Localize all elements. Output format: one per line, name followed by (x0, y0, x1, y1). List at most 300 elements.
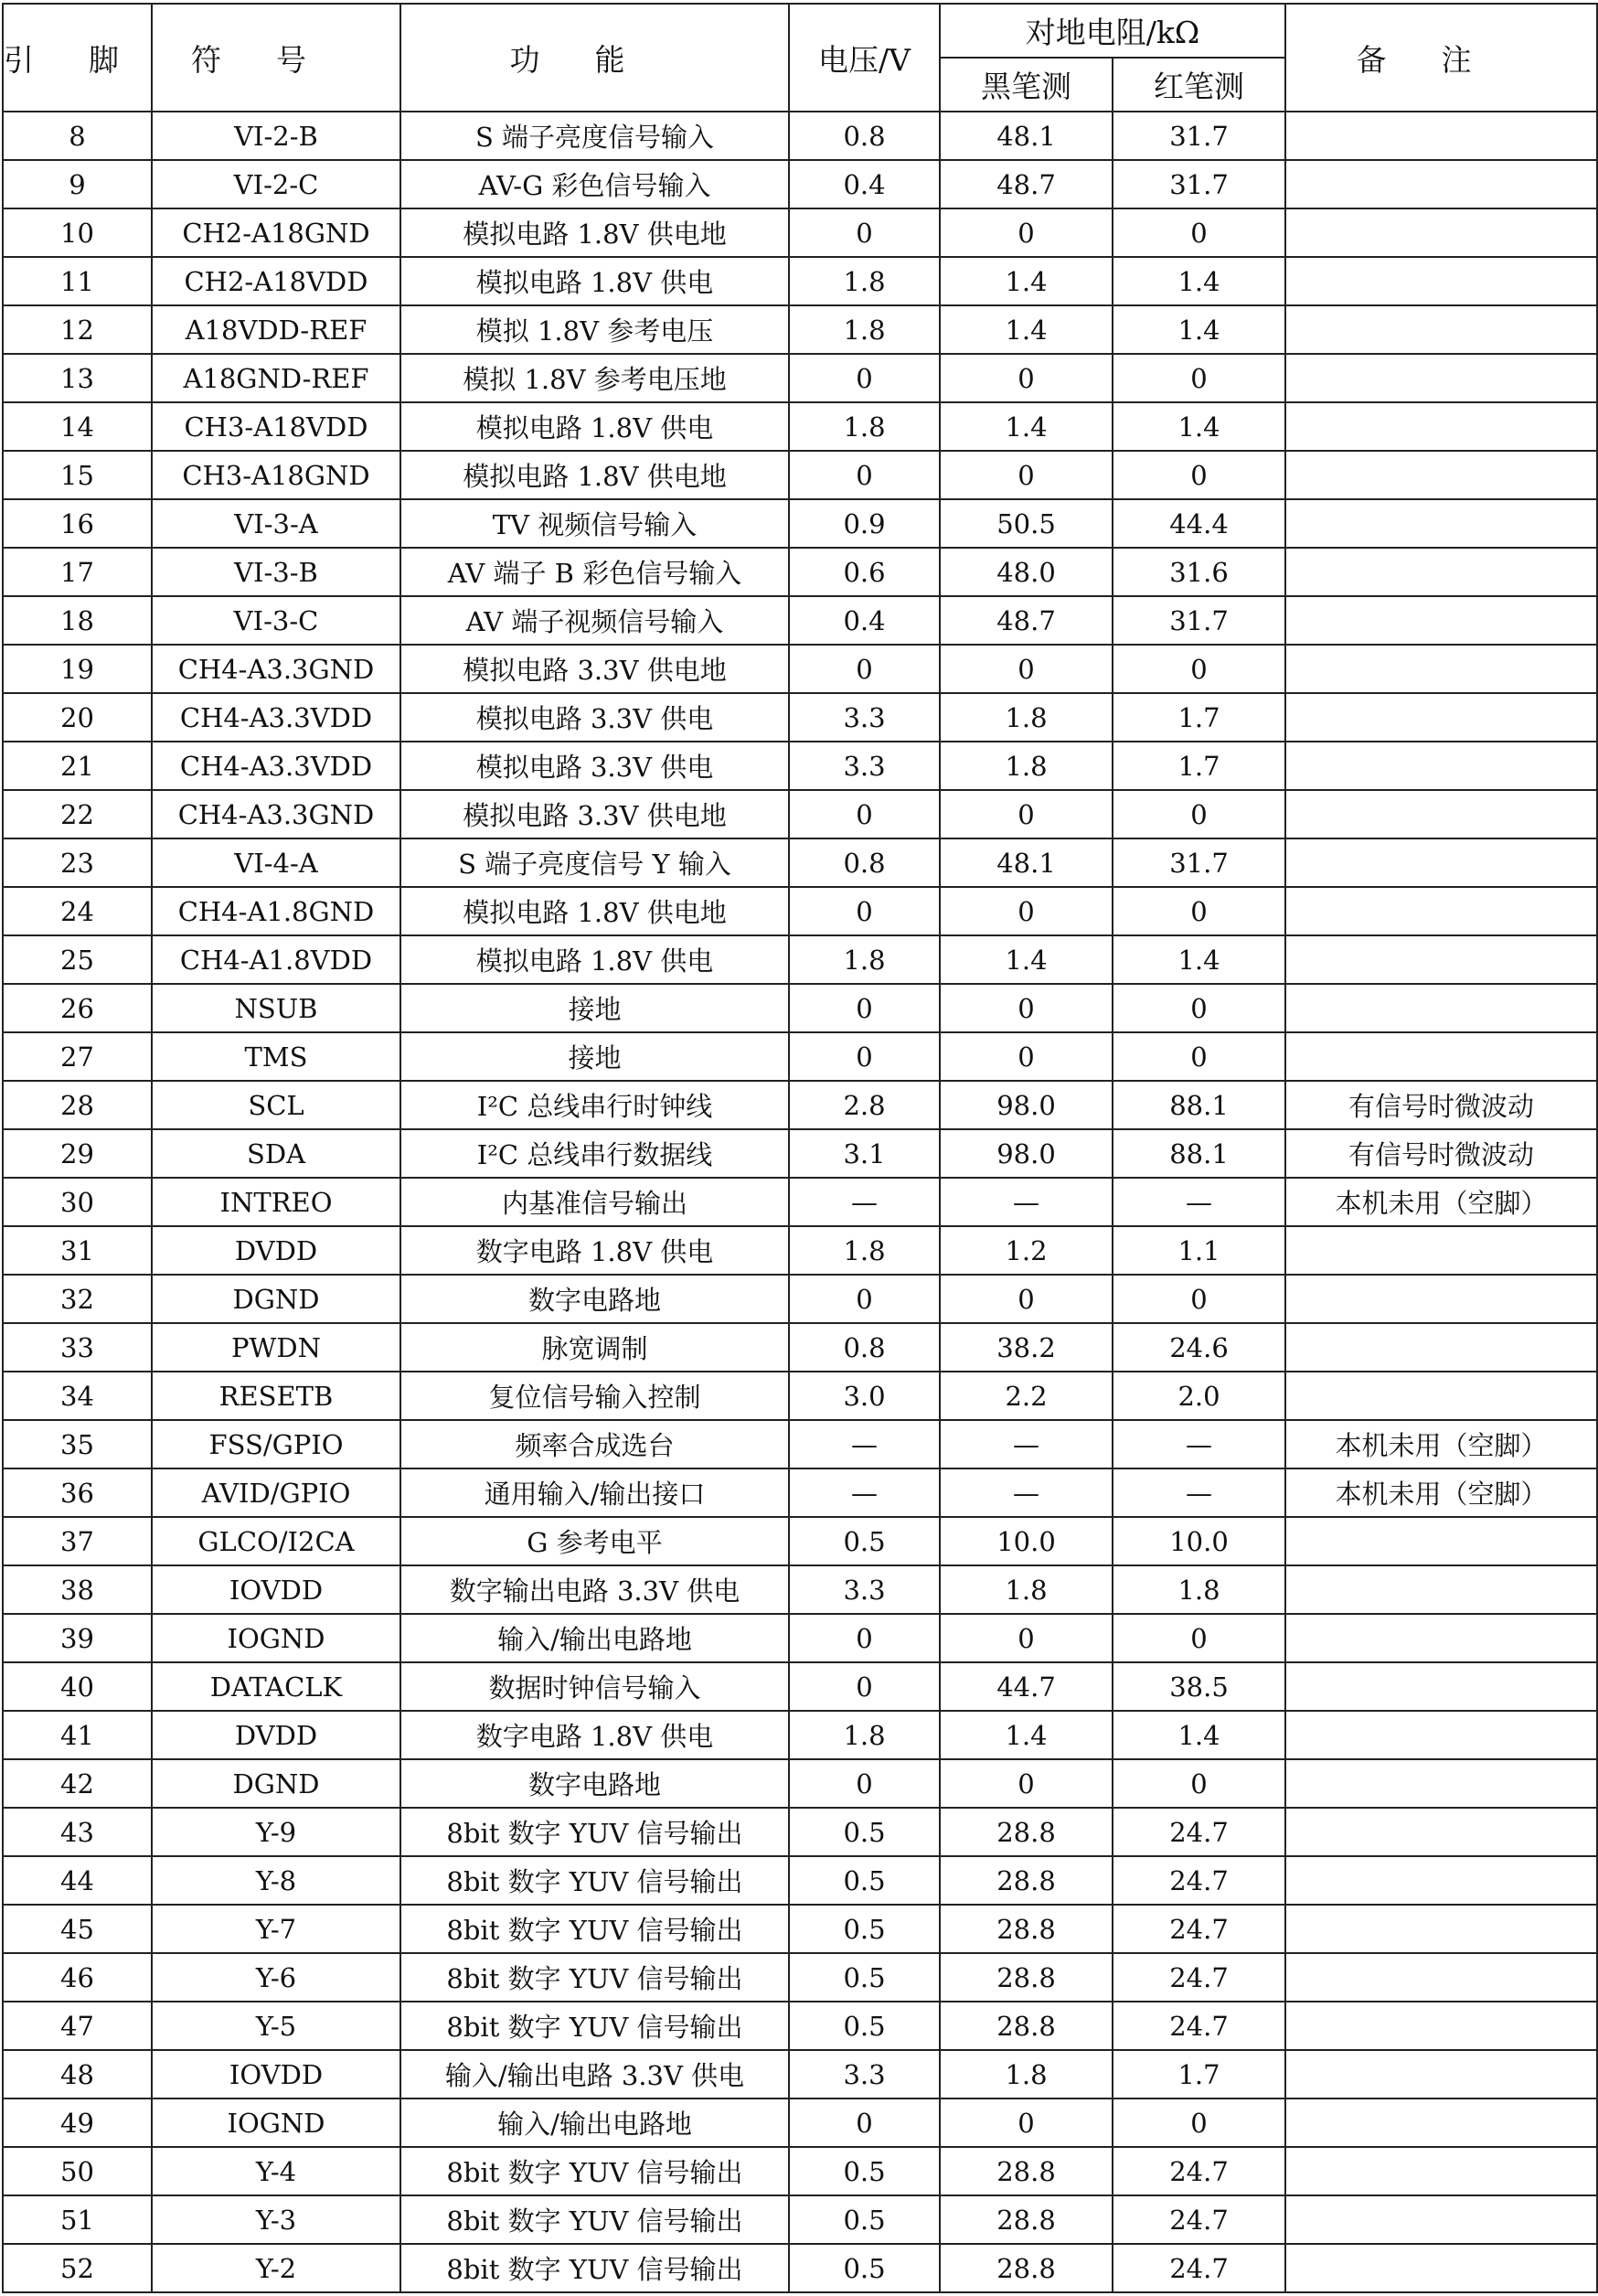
cell-function: 模拟电路 3.3V 供电 (400, 742, 789, 790)
cell-note (1285, 1662, 1597, 1711)
cell-red-probe: — (1113, 1468, 1285, 1517)
table-row (3, 451, 1597, 499)
cell-symbol: CH2-A18GND (152, 208, 400, 257)
table-row (3, 2147, 1597, 2195)
cell-symbol: DVDD (152, 1711, 400, 1759)
cell-black-probe: 0 (940, 208, 1113, 257)
table-row (3, 887, 1597, 935)
cell-voltage: 2.8 (789, 1081, 940, 1129)
cell-red-probe: 1.7 (1113, 2050, 1285, 2098)
cell-function: 模拟 1.8V 参考电压地 (400, 354, 789, 402)
cell-voltage: 0.5 (789, 1953, 940, 2002)
cell-pin: 24 (3, 887, 152, 935)
cell-note (1285, 2147, 1597, 2195)
cell-function: 模拟电路 1.8V 供电 (400, 935, 789, 984)
cell-black-probe: 28.8 (940, 1856, 1113, 1905)
cell-function: 频率合成选台 (400, 1420, 789, 1468)
cell-pin: 41 (3, 1711, 152, 1759)
cell-black-probe: 10.0 (940, 1517, 1113, 1565)
table-row (3, 790, 1597, 838)
cell-pin: 30 (3, 1178, 152, 1226)
cell-pin: 52 (3, 2244, 152, 2292)
cell-red-probe: — (1113, 1420, 1285, 1468)
cell-function: 模拟电路 1.8V 供电地 (400, 887, 789, 935)
table-body (3, 112, 1597, 2292)
cell-function: 模拟电路 1.8V 供电地 (400, 208, 789, 257)
cell-note (1285, 2195, 1597, 2244)
cell-voltage: 3.3 (789, 1565, 940, 1614)
table-row (3, 112, 1597, 160)
cell-pin: 36 (3, 1468, 152, 1517)
cell-voltage: 3.3 (789, 742, 940, 790)
cell-black-probe: 28.8 (940, 1905, 1113, 1953)
cell-pin: 34 (3, 1372, 152, 1420)
table-row (3, 1323, 1597, 1372)
cell-function: 模拟电路 3.3V 供电 (400, 693, 789, 742)
cell-black-probe: 48.1 (940, 838, 1113, 887)
cell-voltage: 1.8 (789, 935, 940, 984)
cell-symbol: PWDN (152, 1323, 400, 1372)
cell-function: G 参考电平 (400, 1517, 789, 1565)
cell-red-probe: 0 (1113, 887, 1285, 935)
cell-red-probe: 0 (1113, 1759, 1285, 1808)
cell-voltage: 0.4 (789, 160, 940, 208)
table-row (3, 742, 1597, 790)
cell-voltage: 0 (789, 790, 940, 838)
cell-red-probe: 44.4 (1113, 499, 1285, 548)
cell-note (1285, 499, 1597, 548)
table-row (3, 1129, 1597, 1178)
cell-red-probe: 1.4 (1113, 257, 1285, 305)
cell-symbol: Y-4 (152, 2147, 400, 2195)
cell-red-probe: 0 (1113, 1614, 1285, 1662)
cell-symbol: IOGND (152, 1614, 400, 1662)
cell-function: 8bit 数字 YUV 信号输出 (400, 2147, 789, 2195)
cell-function: AV 端子视频信号输入 (400, 596, 789, 645)
cell-red-probe: 31.7 (1113, 596, 1285, 645)
cell-note (1285, 596, 1597, 645)
cell-pin: 14 (3, 402, 152, 451)
cell-function: 脉宽调制 (400, 1323, 789, 1372)
cell-symbol: Y-3 (152, 2195, 400, 2244)
cell-voltage: 0 (789, 645, 940, 693)
cell-function: 数字电路地 (400, 1759, 789, 1808)
cell-pin: 25 (3, 935, 152, 984)
table-row (3, 2050, 1597, 2098)
cell-symbol: Y-7 (152, 1905, 400, 1953)
cell-function: 8bit 数字 YUV 信号输出 (400, 2244, 789, 2292)
cell-pin: 51 (3, 2195, 152, 2244)
table-row (3, 1372, 1597, 1420)
cell-black-probe: 28.8 (940, 2244, 1113, 2292)
cell-symbol: CH4-A1.8GND (152, 887, 400, 935)
cell-red-probe: 38.5 (1113, 1662, 1285, 1711)
cell-pin: 29 (3, 1129, 152, 1178)
cell-black-probe: 0 (940, 790, 1113, 838)
cell-black-probe: 1.4 (940, 305, 1113, 354)
cell-symbol: FSS/GPIO (152, 1420, 400, 1468)
cell-symbol: Y-5 (152, 2002, 400, 2050)
cell-note (1285, 1226, 1597, 1275)
cell-symbol: CH3-A18VDD (152, 402, 400, 451)
pin-voltage-table (2, 3, 1598, 2293)
cell-note (1285, 1905, 1597, 1953)
cell-symbol: SCL (152, 1081, 400, 1129)
cell-pin: 44 (3, 1856, 152, 1905)
cell-red-probe: 1.4 (1113, 1711, 1285, 1759)
cell-pin: 8 (3, 112, 152, 160)
header-voltage: 电压/V (789, 4, 940, 112)
cell-symbol: TMS (152, 1032, 400, 1081)
table-row (3, 1662, 1597, 1711)
cell-pin: 38 (3, 1565, 152, 1614)
cell-red-probe: 31.7 (1113, 112, 1285, 160)
cell-note (1285, 305, 1597, 354)
cell-voltage: 0.8 (789, 112, 940, 160)
cell-symbol: VI-2-B (152, 112, 400, 160)
cell-note (1285, 838, 1597, 887)
cell-pin: 11 (3, 257, 152, 305)
cell-note (1285, 1759, 1597, 1808)
cell-pin: 35 (3, 1420, 152, 1468)
table-row (3, 2002, 1597, 2050)
table-row (3, 693, 1597, 742)
cell-red-probe: 10.0 (1113, 1517, 1285, 1565)
cell-red-probe: 1.1 (1113, 1226, 1285, 1275)
cell-note (1285, 548, 1597, 596)
cell-red-probe: 24.6 (1113, 1323, 1285, 1372)
cell-symbol: DVDD (152, 1226, 400, 1275)
cell-function: 内基准信号输出 (400, 1178, 789, 1226)
cell-symbol: DGND (152, 1275, 400, 1323)
table-row (3, 548, 1597, 596)
cell-symbol: CH4-A3.3VDD (152, 693, 400, 742)
cell-note (1285, 1032, 1597, 1081)
cell-black-probe: 38.2 (940, 1323, 1113, 1372)
cell-pin: 9 (3, 160, 152, 208)
cell-black-probe: 28.8 (940, 1953, 1113, 2002)
cell-pin: 20 (3, 693, 152, 742)
table-row (3, 1226, 1597, 1275)
cell-black-probe: 44.7 (940, 1662, 1113, 1711)
cell-note (1285, 1856, 1597, 1905)
cell-black-probe: 28.8 (940, 2147, 1113, 2195)
cell-red-probe: 1.4 (1113, 935, 1285, 984)
cell-black-probe: 1.4 (940, 935, 1113, 984)
cell-voltage: 0.5 (789, 2002, 940, 2050)
cell-black-probe: 0 (940, 1614, 1113, 1662)
cell-red-probe: 1.8 (1113, 1565, 1285, 1614)
cell-red-probe: 24.7 (1113, 2244, 1285, 2292)
cell-voltage: 0.5 (789, 2147, 940, 2195)
cell-black-probe: 28.8 (940, 2195, 1113, 2244)
cell-voltage: 0.5 (789, 1905, 940, 1953)
table-row (3, 1081, 1597, 1129)
cell-black-probe: 0 (940, 645, 1113, 693)
cell-pin: 23 (3, 838, 152, 887)
cell-voltage: 3.0 (789, 1372, 940, 1420)
cell-voltage: 0.4 (789, 596, 940, 645)
cell-pin: 17 (3, 548, 152, 596)
cell-pin: 26 (3, 984, 152, 1032)
cell-symbol: NSUB (152, 984, 400, 1032)
cell-symbol: CH4-A1.8VDD (152, 935, 400, 984)
cell-function: 模拟电路 1.8V 供电 (400, 257, 789, 305)
cell-black-probe: 1.8 (940, 693, 1113, 742)
table-row (3, 1420, 1597, 1468)
cell-function: 8bit 数字 YUV 信号输出 (400, 1808, 789, 1856)
cell-red-probe: 0 (1113, 984, 1285, 1032)
cell-note (1285, 935, 1597, 984)
table-row (3, 257, 1597, 305)
cell-note (1285, 160, 1597, 208)
cell-voltage: 0.5 (789, 2195, 940, 2244)
cell-symbol: VI-3-B (152, 548, 400, 596)
cell-note (1285, 354, 1597, 402)
cell-note (1285, 1808, 1597, 1856)
cell-symbol: CH3-A18GND (152, 451, 400, 499)
cell-note (1285, 1275, 1597, 1323)
cell-symbol: Y-6 (152, 1953, 400, 2002)
cell-black-probe: 28.8 (940, 2002, 1113, 2050)
table-row (3, 1275, 1597, 1323)
cell-symbol: Y-9 (152, 1808, 400, 1856)
cell-black-probe: 50.5 (940, 499, 1113, 548)
table-row (3, 1759, 1597, 1808)
cell-voltage: 0 (789, 1032, 940, 1081)
cell-voltage: — (789, 1420, 940, 1468)
table-row (3, 2098, 1597, 2147)
cell-voltage: 0 (789, 1275, 940, 1323)
cell-note (1285, 112, 1597, 160)
cell-symbol: VI-3-C (152, 596, 400, 645)
cell-black-probe: 0 (940, 2098, 1113, 2147)
cell-function: S 端子亮度信号 Y 输入 (400, 838, 789, 887)
cell-pin: 12 (3, 305, 152, 354)
cell-red-probe: 1.7 (1113, 742, 1285, 790)
cell-black-probe: 0 (940, 354, 1113, 402)
cell-pin: 21 (3, 742, 152, 790)
cell-red-probe: 0 (1113, 1032, 1285, 1081)
cell-black-probe: 28.8 (940, 1808, 1113, 1856)
cell-note (1285, 451, 1597, 499)
cell-voltage: 1.8 (789, 1711, 940, 1759)
cell-black-probe: 1.2 (940, 1226, 1113, 1275)
cell-note (1285, 2244, 1597, 2292)
cell-red-probe: — (1113, 1178, 1285, 1226)
cell-black-probe: 1.4 (940, 402, 1113, 451)
cell-voltage: 1.8 (789, 1226, 940, 1275)
header-symbol: 符号 (152, 4, 400, 112)
cell-pin: 50 (3, 2147, 152, 2195)
cell-symbol: IOVDD (152, 2050, 400, 2098)
cell-symbol: CH2-A18VDD (152, 257, 400, 305)
cell-function: 输入/输出电路 3.3V 供电 (400, 2050, 789, 2098)
cell-red-probe: 0 (1113, 2098, 1285, 2147)
cell-pin: 47 (3, 2002, 152, 2050)
cell-red-probe: 24.7 (1113, 1856, 1285, 1905)
cell-pin: 42 (3, 1759, 152, 1808)
cell-black-probe: — (940, 1420, 1113, 1468)
cell-voltage: 0 (789, 1662, 940, 1711)
cell-note (1285, 887, 1597, 935)
cell-symbol: DGND (152, 1759, 400, 1808)
cell-note (1285, 2002, 1597, 2050)
table-row (3, 1032, 1597, 1081)
cell-function: TV 视频信号输入 (400, 499, 789, 548)
cell-voltage: 0 (789, 984, 940, 1032)
cell-black-probe: 0 (940, 1275, 1113, 1323)
table-header (3, 4, 1597, 112)
cell-red-probe: 0 (1113, 645, 1285, 693)
cell-voltage: 0.8 (789, 1323, 940, 1372)
header-pin: 引脚 (3, 4, 152, 112)
cell-black-probe: 1.8 (940, 742, 1113, 790)
cell-function: 模拟电路 1.8V 供电地 (400, 451, 789, 499)
table-row (3, 1178, 1597, 1226)
cell-voltage: 0.6 (789, 548, 940, 596)
table-row (3, 984, 1597, 1032)
cell-voltage: 1.8 (789, 402, 940, 451)
cell-function: 数字电路 1.8V 供电 (400, 1226, 789, 1275)
cell-function: 输入/输出电路地 (400, 1614, 789, 1662)
cell-function: 输入/输出电路地 (400, 2098, 789, 2147)
cell-voltage: 0.5 (789, 1856, 940, 1905)
cell-symbol: Y-2 (152, 2244, 400, 2292)
cell-note: 本机未用（空脚） (1285, 1178, 1597, 1226)
cell-function: 数字电路 1.8V 供电 (400, 1711, 789, 1759)
cell-red-probe: 24.7 (1113, 1905, 1285, 1953)
cell-red-probe: 1.7 (1113, 693, 1285, 742)
cell-pin: 13 (3, 354, 152, 402)
cell-symbol: CH4-A3.3GND (152, 645, 400, 693)
cell-red-probe: 24.7 (1113, 1953, 1285, 2002)
cell-pin: 40 (3, 1662, 152, 1711)
cell-pin: 33 (3, 1323, 152, 1372)
cell-function: 数据时钟信号输入 (400, 1662, 789, 1711)
cell-red-probe: 24.7 (1113, 2002, 1285, 2050)
cell-note (1285, 790, 1597, 838)
cell-pin: 39 (3, 1614, 152, 1662)
cell-function: AV 端子 B 彩色信号输入 (400, 548, 789, 596)
cell-red-probe: 1.4 (1113, 402, 1285, 451)
cell-voltage: 1.8 (789, 257, 940, 305)
header-row-1 (3, 4, 1597, 58)
cell-pin: 48 (3, 2050, 152, 2098)
cell-symbol: VI-4-A (152, 838, 400, 887)
cell-function: 数字电路地 (400, 1275, 789, 1323)
cell-note (1285, 984, 1597, 1032)
table-row (3, 1808, 1597, 1856)
cell-note (1285, 1565, 1597, 1614)
cell-red-probe: 2.0 (1113, 1372, 1285, 1420)
cell-voltage: 0.5 (789, 1808, 940, 1856)
cell-voltage: 1.8 (789, 305, 940, 354)
cell-function: 模拟电路 3.3V 供电地 (400, 790, 789, 838)
cell-black-probe: 0 (940, 451, 1113, 499)
table-row (3, 402, 1597, 451)
cell-voltage: 3.3 (789, 693, 940, 742)
cell-black-probe: 48.7 (940, 160, 1113, 208)
cell-black-probe: 98.0 (940, 1129, 1113, 1178)
cell-red-probe: 0 (1113, 1275, 1285, 1323)
cell-black-probe: — (940, 1178, 1113, 1226)
cell-voltage: 3.3 (789, 2050, 940, 2098)
cell-red-probe: 1.4 (1113, 305, 1285, 354)
cell-function: 模拟 1.8V 参考电压 (400, 305, 789, 354)
cell-black-probe: 48.0 (940, 548, 1113, 596)
cell-function: S 端子亮度信号输入 (400, 112, 789, 160)
cell-note (1285, 693, 1597, 742)
cell-black-probe: 1.4 (940, 257, 1113, 305)
cell-function: I²C 总线串行时钟线 (400, 1081, 789, 1129)
cell-voltage: — (789, 1178, 940, 1226)
cell-pin: 46 (3, 1953, 152, 2002)
table-row (3, 596, 1597, 645)
table-row (3, 305, 1597, 354)
cell-voltage: 0 (789, 208, 940, 257)
cell-red-probe: 31.6 (1113, 548, 1285, 596)
cell-red-probe: 0 (1113, 208, 1285, 257)
table-row (3, 645, 1597, 693)
cell-red-probe: 88.1 (1113, 1081, 1285, 1129)
cell-function: AV-G 彩色信号输入 (400, 160, 789, 208)
cell-symbol: DATACLK (152, 1662, 400, 1711)
cell-black-probe: 1.4 (940, 1711, 1113, 1759)
cell-function: 接地 (400, 1032, 789, 1081)
cell-voltage: 0 (789, 1759, 940, 1808)
cell-black-probe: 0 (940, 984, 1113, 1032)
table-row (3, 1517, 1597, 1565)
cell-note: 本机未用（空脚） (1285, 1420, 1597, 1468)
cell-symbol: Y-8 (152, 1856, 400, 1905)
cell-black-probe: 1.8 (940, 2050, 1113, 2098)
cell-pin: 16 (3, 499, 152, 548)
cell-note (1285, 1711, 1597, 1759)
cell-pin: 27 (3, 1032, 152, 1081)
cell-black-probe: 48.7 (940, 596, 1113, 645)
cell-symbol: RESETB (152, 1372, 400, 1420)
cell-voltage: 3.1 (789, 1129, 940, 1178)
table-row (3, 160, 1597, 208)
cell-voltage: 0 (789, 887, 940, 935)
cell-symbol: CH4-A3.3VDD (152, 742, 400, 790)
cell-red-probe: 0 (1113, 790, 1285, 838)
cell-black-probe: 0 (940, 1032, 1113, 1081)
cell-note: 本机未用（空脚） (1285, 1468, 1597, 1517)
cell-symbol: AVID/GPIO (152, 1468, 400, 1517)
header-resistance: 对地电阻/kΩ (940, 4, 1285, 58)
cell-symbol: SDA (152, 1129, 400, 1178)
cell-voltage: 0.5 (789, 1517, 940, 1565)
cell-note: 有信号时微波动 (1285, 1129, 1597, 1178)
cell-note (1285, 257, 1597, 305)
cell-symbol: VI-2-C (152, 160, 400, 208)
cell-function: 8bit 数字 YUV 信号输出 (400, 1905, 789, 1953)
cell-black-probe: 0 (940, 1759, 1113, 1808)
cell-note (1285, 1517, 1597, 1565)
cell-voltage: 0 (789, 1614, 940, 1662)
cell-black-probe: — (940, 1468, 1113, 1517)
cell-note (1285, 645, 1597, 693)
cell-pin: 31 (3, 1226, 152, 1275)
cell-symbol: CH4-A3.3GND (152, 790, 400, 838)
cell-note (1285, 208, 1597, 257)
cell-pin: 22 (3, 790, 152, 838)
cell-pin: 43 (3, 1808, 152, 1856)
cell-function: 通用输入/输出接口 (400, 1468, 789, 1517)
cell-note (1285, 1953, 1597, 2002)
